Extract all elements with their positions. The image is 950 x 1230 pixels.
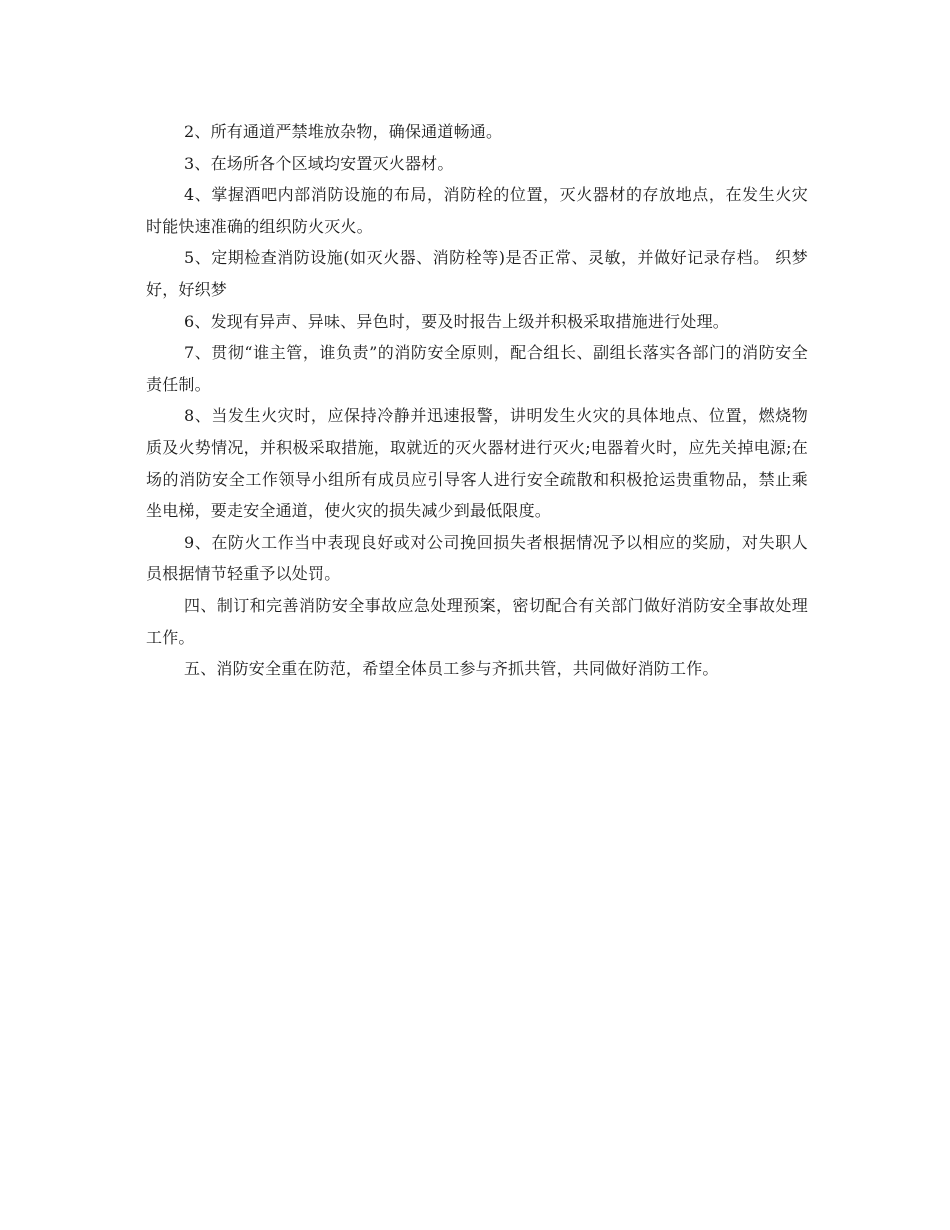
paragraph-item-6: 6、发现有异声、异味、异色时，要及时报告上级并积极采取措施进行处理。 — [184, 311, 729, 331]
paragraph-section-5: 五、消防安全重在防范，希望全体员工参与齐抓共管，共同做好消防工作。 — [184, 659, 719, 679]
paragraph-item-3: 3、在场所各个区域均安置灭火器材。 — [184, 153, 454, 173]
paragraph-item-9: 9、在防火工作当中表现良好或对公司挽回损失者根据情况予以相应的奖励，对失职人员根据情节轻重予以处罚。 — [146, 532, 808, 584]
paragraph-item-4: 4、掌握酒吧内部消防设施的布局，消防栓的位置，灭火器材的存放地点，在发生火灾时能快速准确的组织防火灭火。 — [146, 185, 808, 236]
paragraph-item-5: 5、定期检查消防设施(如灭火器、消防栓等)是否正常、灵敏，并做好记录存档。 织梦好，好织梦 — [146, 248, 808, 299]
paragraph-item-7: 7、贯彻“谁主管，谁负责”的消防安全原则，配合组长、副组长落实各部门的消防安全责任制。 — [146, 343, 808, 394]
paragraph-item-2: 2、所有通道严禁堆放杂物，确保通道畅通。 — [184, 122, 503, 141]
paragraph-item-8: 8、当发生火灾时，应保持冷静并迅速报警，讲明发生火灾的具体地点、位置，燃烧物质及火势情况，并积极采取措施，取就近的灭火器材进行灭火;电器着火时，应先关掉电源;在场的消防安全工作领导小组所有成员应引导客人进行安全疏散和积极抢运贵重物品，禁止乘坐电梯，要走安全通道，使火灾的损失减少到最低限度。 — [146, 406, 808, 521]
document-body — [146, 116, 808, 685]
paragraph-section-4: 四、制订和完善消防安全事故应急处理预案，密切配合有关部门做好消防安全事故处理工作。 — [146, 595, 808, 647]
